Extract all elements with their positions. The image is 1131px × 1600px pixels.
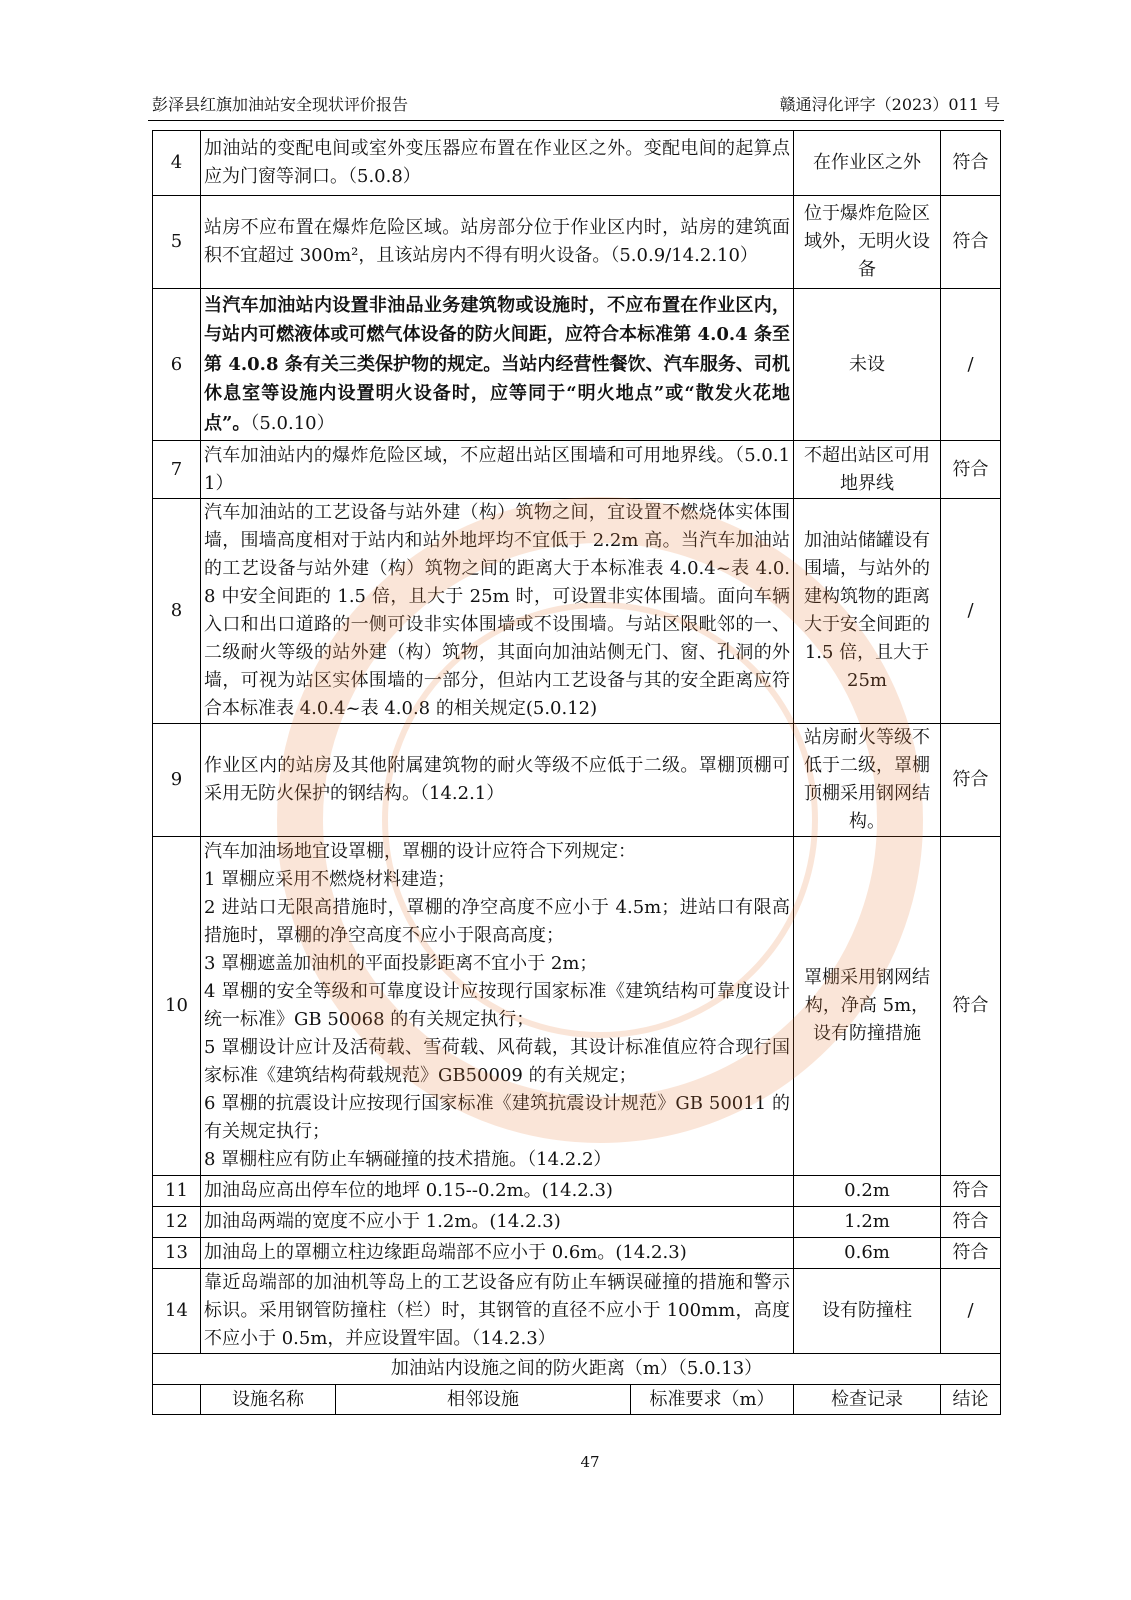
item-number: 6 xyxy=(153,289,201,441)
requirement-item: 4 罩棚的安全等级和可靠度设计应按现行国家标准《建筑结构可靠度设计统一标准》GB 50068 的有关规定执行； xyxy=(204,981,791,1030)
requirement-text: 加油岛应高出停车位的地坪 0.15--0.2m。(14.2.3) xyxy=(201,1176,794,1207)
item-number: 14 xyxy=(153,1269,201,1354)
table-row xyxy=(153,837,1001,1176)
column-header-facility: 设施名称 xyxy=(201,1385,336,1415)
requirement-text: 加油岛两端的宽度不应小于 1.2m。(14.2.3) xyxy=(201,1207,794,1238)
item-number: 11 xyxy=(153,1176,201,1207)
clause-reference: （5.0.10） xyxy=(250,412,335,434)
check-record: 站房耐火等级不低于二级，罩棚顶棚采用钢网结构。 xyxy=(794,724,941,837)
header-rule xyxy=(148,120,1004,121)
conclusion: / xyxy=(941,1269,1001,1354)
report-title: 彭泽县红旗加油站安全现状评价报告 xyxy=(152,95,409,114)
requirement-text xyxy=(201,837,794,1176)
conclusion: 符合 xyxy=(941,1207,1001,1238)
table-row xyxy=(153,1269,1001,1354)
conclusion: 符合 xyxy=(941,724,1001,837)
table-row xyxy=(153,1207,1001,1238)
section-title: 加油站内设施之间的防火距离（m）（5.0.13） xyxy=(153,1354,1001,1385)
document-number: 赣通浔化评字（2023）011 号 xyxy=(779,95,1000,114)
check-record: 1.2m xyxy=(794,1207,941,1238)
table-row xyxy=(153,724,1001,837)
requirement-text: 作业区内的站房及其他附属建筑物的耐火等级不应低于二级。罩棚顶棚可采用无防火保护的钢结构。（14.2.1） xyxy=(201,724,794,837)
item-number: 10 xyxy=(153,837,201,1176)
column-header-row xyxy=(153,1385,1001,1415)
item-number: 7 xyxy=(153,441,201,499)
check-record: 位于爆炸危险区域外，无明火设备 xyxy=(794,196,941,289)
requirement-text-bold: 当汽车加油站内设置非油品业务建筑物或设施时，不应布置在作业区内，与站内可燃液体或可燃气体设备的防火间距，应符合本标准第 4.0.4 条至第 4.0.8 条有关三类保护物的规定。当站内经营性餐饮、汽车服务、司机休息室等设施内设置明火设备时，应等同于“明火地点”或“散发火花地点”。 xyxy=(204,294,791,434)
requirement-text: 站房不应布置在爆炸危险区域。站房部分位于作业区内时，站房的建筑面积不宜超过 300m²，且该站房内不得有明火设备。（5.0.9/14.2.10） xyxy=(201,196,794,289)
check-record: 0.2m xyxy=(794,1176,941,1207)
column-header-requirement: 标准要求（m） xyxy=(631,1385,794,1415)
requirement-item: 1 罩棚应采用不燃烧材料建造； xyxy=(204,869,456,890)
conclusion: / xyxy=(941,289,1001,441)
requirement-text: 靠近岛端部的加油机等岛上的工艺设备应有防止车辆误碰撞的措施和警示标识。采用钢管防撞柱（栏）时，其钢管的直径不应小于 100mm，高度不应小于 0.5m，并应设置牢固。（14.2.3） xyxy=(201,1269,794,1354)
conclusion: 符合 xyxy=(941,1176,1001,1207)
check-record: 罩棚采用钢网结构，净高 5m，设有防撞措施 xyxy=(794,837,941,1176)
requirement-text: 汽车加油站的工艺设备与站外建（构）筑物之间，宜设置不燃烧体实体围墙，围墙高度相对于站内和站外地坪均不宜低于 2.2m 高。当汽车加油站的工艺设备与站外建（构）筑物之间的距离大于本标准表 4.0.4~表 4.0.8 中安全间距的 1.5 倍，且大于 25m 时，可设置非实体围墙。面向车辆入口和出口道路的一侧可设非实体围墙或不设围墙。与站区限毗邻的一、二级耐火等级的站外建（构）筑物，其面向加油站侧无门、窗、孔洞的外墙，可视为站区实体围墙的一部分，但站内工艺设备与其的安全距离应符合本标准表 4.0.4~表 4.0.8 的相关规定(5.0.12) xyxy=(201,499,794,724)
item-number: 8 xyxy=(153,499,201,724)
requirement-text: 汽车加油站内的爆炸危险区域，不应超出站区围墙和可用地界线。（5.0.11） xyxy=(201,441,794,499)
column-header-adjacent: 相邻设施 xyxy=(336,1385,631,1415)
page-number: 47 xyxy=(580,1453,600,1471)
conclusion: / xyxy=(941,499,1001,724)
column-header-record: 检查记录 xyxy=(794,1385,941,1415)
table-row xyxy=(153,1238,1001,1269)
item-number: 4 xyxy=(153,131,201,196)
column-header-conclusion: 结论 xyxy=(941,1385,1001,1415)
requirement-item: 5 罩棚设计应计及活荷载、雪荷载、风荷载，其设计标准值应符合现行国家标准《建筑结构荷载规范》GB50009 的有关规定； xyxy=(204,1037,791,1086)
check-record: 在作业区之外 xyxy=(794,131,941,196)
evaluation-table xyxy=(152,130,1001,1415)
requirement-text: 加油站的变配电间或室外变压器应布置在作业区之外。变配电间的起算点应为门窗等洞口。（5.0.8） xyxy=(201,131,794,196)
table-row xyxy=(153,131,1001,196)
check-record: 不超出站区可用地界线 xyxy=(794,441,941,499)
conclusion: 符合 xyxy=(941,837,1001,1176)
check-record: 0.6m xyxy=(794,1238,941,1269)
requirement-text xyxy=(201,289,794,441)
page-header xyxy=(152,95,1000,115)
table-row xyxy=(153,289,1001,441)
conclusion: 符合 xyxy=(941,441,1001,499)
item-number: 9 xyxy=(153,724,201,837)
item-number: 5 xyxy=(153,196,201,289)
item-number: 12 xyxy=(153,1207,201,1238)
requirement-item: 6 罩棚的抗震设计应按现行国家标准《建筑抗震设计规范》GB 50011 的有关规定执行； xyxy=(204,1093,791,1142)
requirement-item: 8 罩棚柱应有防止车辆碰撞的技术措施。（14.2.2） xyxy=(204,1149,612,1170)
table-row xyxy=(153,196,1001,289)
requirement-text: 加油岛上的罩棚立柱边缘距岛端部不应小于 0.6m。(14.2.3) xyxy=(201,1238,794,1269)
requirement-intro: 汽车加油场地宜设罩棚，罩棚的设计应符合下列规定： xyxy=(204,841,636,862)
item-number: 13 xyxy=(153,1238,201,1269)
requirement-item: 2 进站口无限高措施时，罩棚的净空高度不应小于 4.5m；进站口有限高措施时，罩棚的净空高度不应小于限高高度； xyxy=(204,897,791,946)
conclusion: 符合 xyxy=(941,196,1001,289)
conclusion: 符合 xyxy=(941,131,1001,196)
table-row xyxy=(153,499,1001,724)
section-title-row xyxy=(153,1354,1001,1385)
column-header-blank xyxy=(153,1385,201,1415)
conclusion: 符合 xyxy=(941,1238,1001,1269)
check-record: 设有防撞柱 xyxy=(794,1269,941,1354)
table-row xyxy=(153,1176,1001,1207)
check-record: 加油站储罐设有围墙，与站外的建构筑物的距离大于安全间距的 1.5 倍，且大于 25m xyxy=(794,499,941,724)
check-record: 未设 xyxy=(794,289,941,441)
table-row xyxy=(153,441,1001,499)
requirement-item: 3 罩棚遮盖加油机的平面投影距离不宜小于 2m； xyxy=(204,953,598,974)
